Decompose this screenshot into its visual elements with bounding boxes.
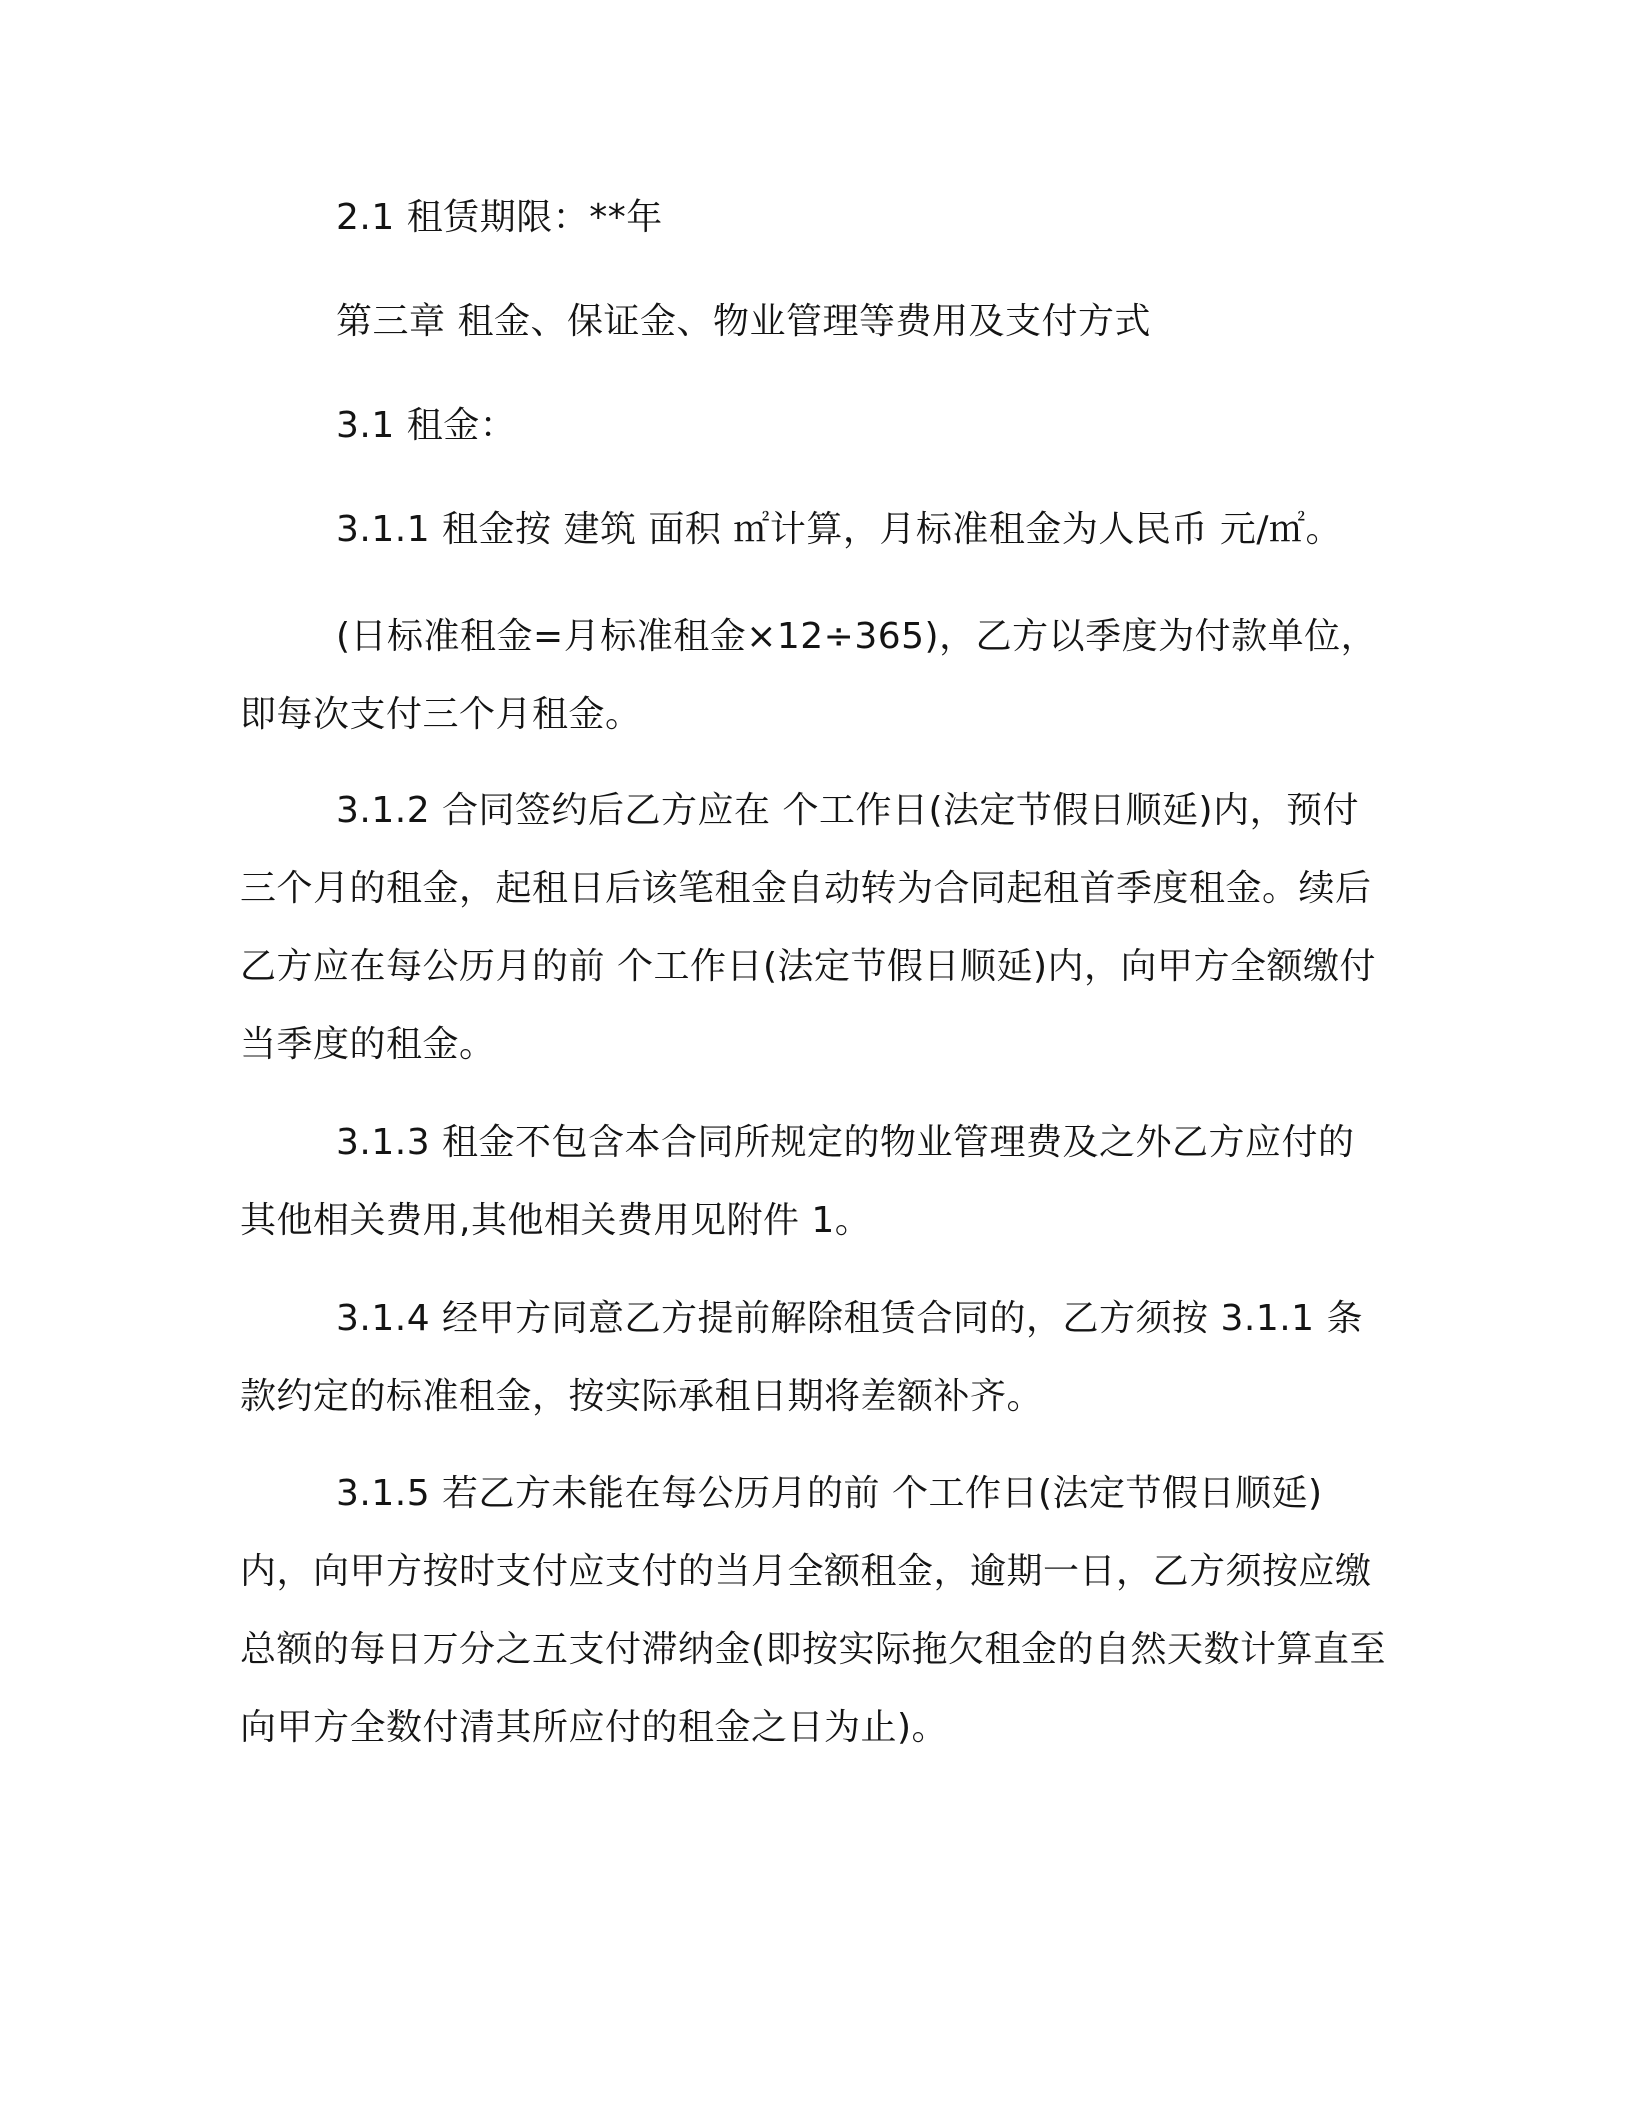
clause-3-1-2-paragraph: 3.1.2 合同签约后乙方应在 个工作日(法定节假日顺延)内，预付三个月的租金，起租日后该笔租金自动转为合同起租首季度租金。续后乙方应在每公历月的前 个工作日(法定节假日顺延)内，向甲方全额缴付当季度的租金。 xyxy=(240,790,1377,1065)
daily-rent-paragraph: (日标准租金=月标准租金×12÷365)，乙方以季度为付款单位，即每次支付三个月租金。 xyxy=(240,616,1378,735)
clause-3-1-3-paragraph: 3.1.3 租金不包含本合同所规定的物业管理费及之外乙方应付的其他相关费用,其他相关费用见附件 1。 xyxy=(240,1122,1355,1241)
chapter-3-heading: 第三章 租金、保证金、物业管理等费用及支付方式 xyxy=(336,301,1151,342)
clause-3-1-heading: 3.1 租金： xyxy=(336,405,517,446)
clause-3-1-4-paragraph: 3.1.4 经甲方同意乙方提前解除租赁合同的，乙方须按 3.1.1 条款约定的标准租金，按实际承租日期将差额补齐。 xyxy=(240,1298,1364,1417)
clause-3-1-1-line: 3.1.1 租金按 建筑 面积 ㎡计算，月标准租金为人民币 元/㎡。 xyxy=(336,509,1342,550)
clause-2-1-line: 2.1 租赁期限：**年 xyxy=(336,197,663,238)
clause-3-1-5-paragraph: 3.1.5 若乙方未能在每公历月的前 个工作日(法定节假日顺延)内，向甲方按时支付应支付的当月全额租金，逾期一日，乙方须按应缴总额的每日万分之五支付滞纳金(即按实际拖欠租金的自然天数计算直至向甲方全数付清其所应付的租金之日为止)。 xyxy=(240,1473,1387,1748)
